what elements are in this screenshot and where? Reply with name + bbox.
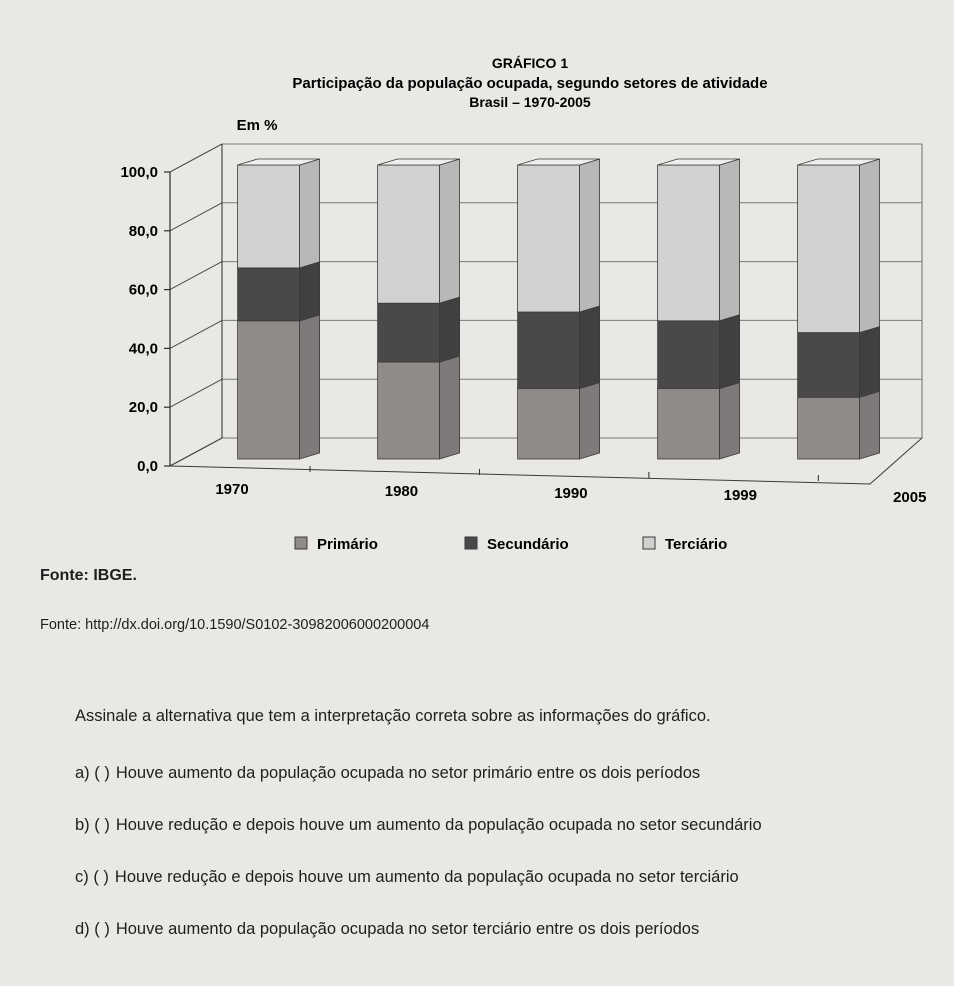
option-d-checkbox[interactable]: d) ( ) (75, 920, 110, 938)
y-tick-label: 0,0 (137, 458, 158, 475)
x-tick-label: 1980 (384, 483, 419, 500)
chart-heading: GRÁFICO 1 (491, 55, 569, 71)
bar-side-terciário-1999 (720, 159, 740, 321)
bar-side-secundário-1980 (440, 297, 460, 362)
bar-side-primário-1990 (580, 382, 600, 459)
bar-side-terciário-1970 (300, 159, 320, 268)
chart-source: Fonte: IBGE. (40, 567, 137, 584)
bar-secundário-1990 (518, 312, 580, 388)
chart-subtitle: Brasil – 1970-2005 (469, 94, 591, 110)
bar-terciário-1990 (518, 165, 580, 312)
option-d[interactable] (75, 920, 762, 972)
legend-label-secundário: Secundário (487, 536, 569, 553)
legend-swatch-secundário (465, 537, 477, 549)
bar-side-secundário-1970 (300, 262, 320, 321)
x-tick-label: 1999 (723, 487, 758, 504)
legend-label-terciário: Terciário (665, 536, 728, 553)
y-tick-label: 80,0 (128, 222, 158, 240)
option-a-checkbox[interactable]: a) ( ) (75, 764, 110, 782)
option-b-checkbox[interactable]: b) ( ) (75, 816, 110, 834)
source-doi-line: Fonte: http://dx.doi.org/10.1590/S0102-30982006000200004 (40, 617, 430, 633)
legend-swatch-primário (295, 537, 307, 549)
option-c-checkbox[interactable]: c) ( ) (75, 868, 109, 886)
option-b-text: Houve redução e depois houve um aumento da população ocupada no setor secundário (115, 816, 762, 834)
bar-secundário-1970 (238, 268, 300, 321)
gridline-depth (170, 262, 222, 290)
gridline-depth (170, 379, 222, 407)
x-tick-label: 2005 (893, 489, 927, 506)
bar-side-primário-2005 (860, 391, 880, 459)
gridline-depth (170, 203, 222, 231)
y-tick-label: 40,0 (128, 340, 158, 358)
x-tick-label: 1970 (215, 481, 249, 498)
bar-secundário-1999 (658, 321, 720, 389)
bar-side-terciário-1980 (440, 159, 460, 303)
question-prompt: Assinale a alternativa que tem a interpretação correta sobre as informações do gráfico. (75, 707, 711, 725)
option-b[interactable] (75, 816, 762, 868)
bar-terciário-1999 (658, 165, 720, 321)
y-axis-unit-label: Em % (236, 117, 278, 134)
bar-side-primário-1970 (300, 315, 320, 459)
y-tick-label: 100,0 (120, 164, 158, 181)
y-tick-label: 20,0 (128, 399, 158, 417)
bar-primário-1999 (658, 388, 720, 459)
bar-side-secundário-1999 (720, 315, 740, 389)
legend-swatch-terciário (643, 537, 655, 549)
bar-terciário-2005 (798, 165, 860, 333)
bar-terciário-1970 (238, 165, 300, 268)
bar-primário-1980 (378, 362, 440, 459)
option-c-text: Houve redução e depois houve um aumento da população ocupada no setor terciário (114, 868, 739, 886)
bar-primário-1970 (238, 321, 300, 459)
option-c[interactable] (75, 868, 762, 920)
bar-side-terciário-1990 (580, 159, 600, 312)
bar-side-secundário-2005 (860, 327, 880, 398)
bar-secundário-2005 (798, 333, 860, 398)
bar-side-primário-1980 (440, 356, 460, 459)
gridline-depth (170, 144, 222, 172)
y-tick-label: 60,0 (128, 281, 158, 299)
bar-side-secundário-1990 (580, 306, 600, 388)
option-a-text: Houve aumento da população ocupada no setor primário entre os dois períodos (115, 764, 701, 782)
legend-label-primário: Primário (317, 536, 378, 553)
option-a[interactable] (75, 764, 762, 816)
gridline-depth (170, 320, 222, 348)
bar-side-terciário-2005 (860, 159, 880, 333)
bar-side-primário-1999 (720, 382, 740, 459)
option-d-text: Houve aumento da população ocupada no setor terciário entre os dois períodos (115, 920, 700, 938)
bar-primário-2005 (798, 397, 860, 459)
bar-terciário-1980 (378, 165, 440, 303)
answer-options (75, 764, 762, 972)
chart-title: Participação da população ocupada, segundo setores de atividade (292, 75, 768, 92)
x-tick-label: 1990 (554, 485, 588, 502)
gridline-depth (170, 438, 222, 466)
bar-secundário-1980 (378, 303, 440, 362)
bar-primário-1990 (518, 388, 580, 459)
